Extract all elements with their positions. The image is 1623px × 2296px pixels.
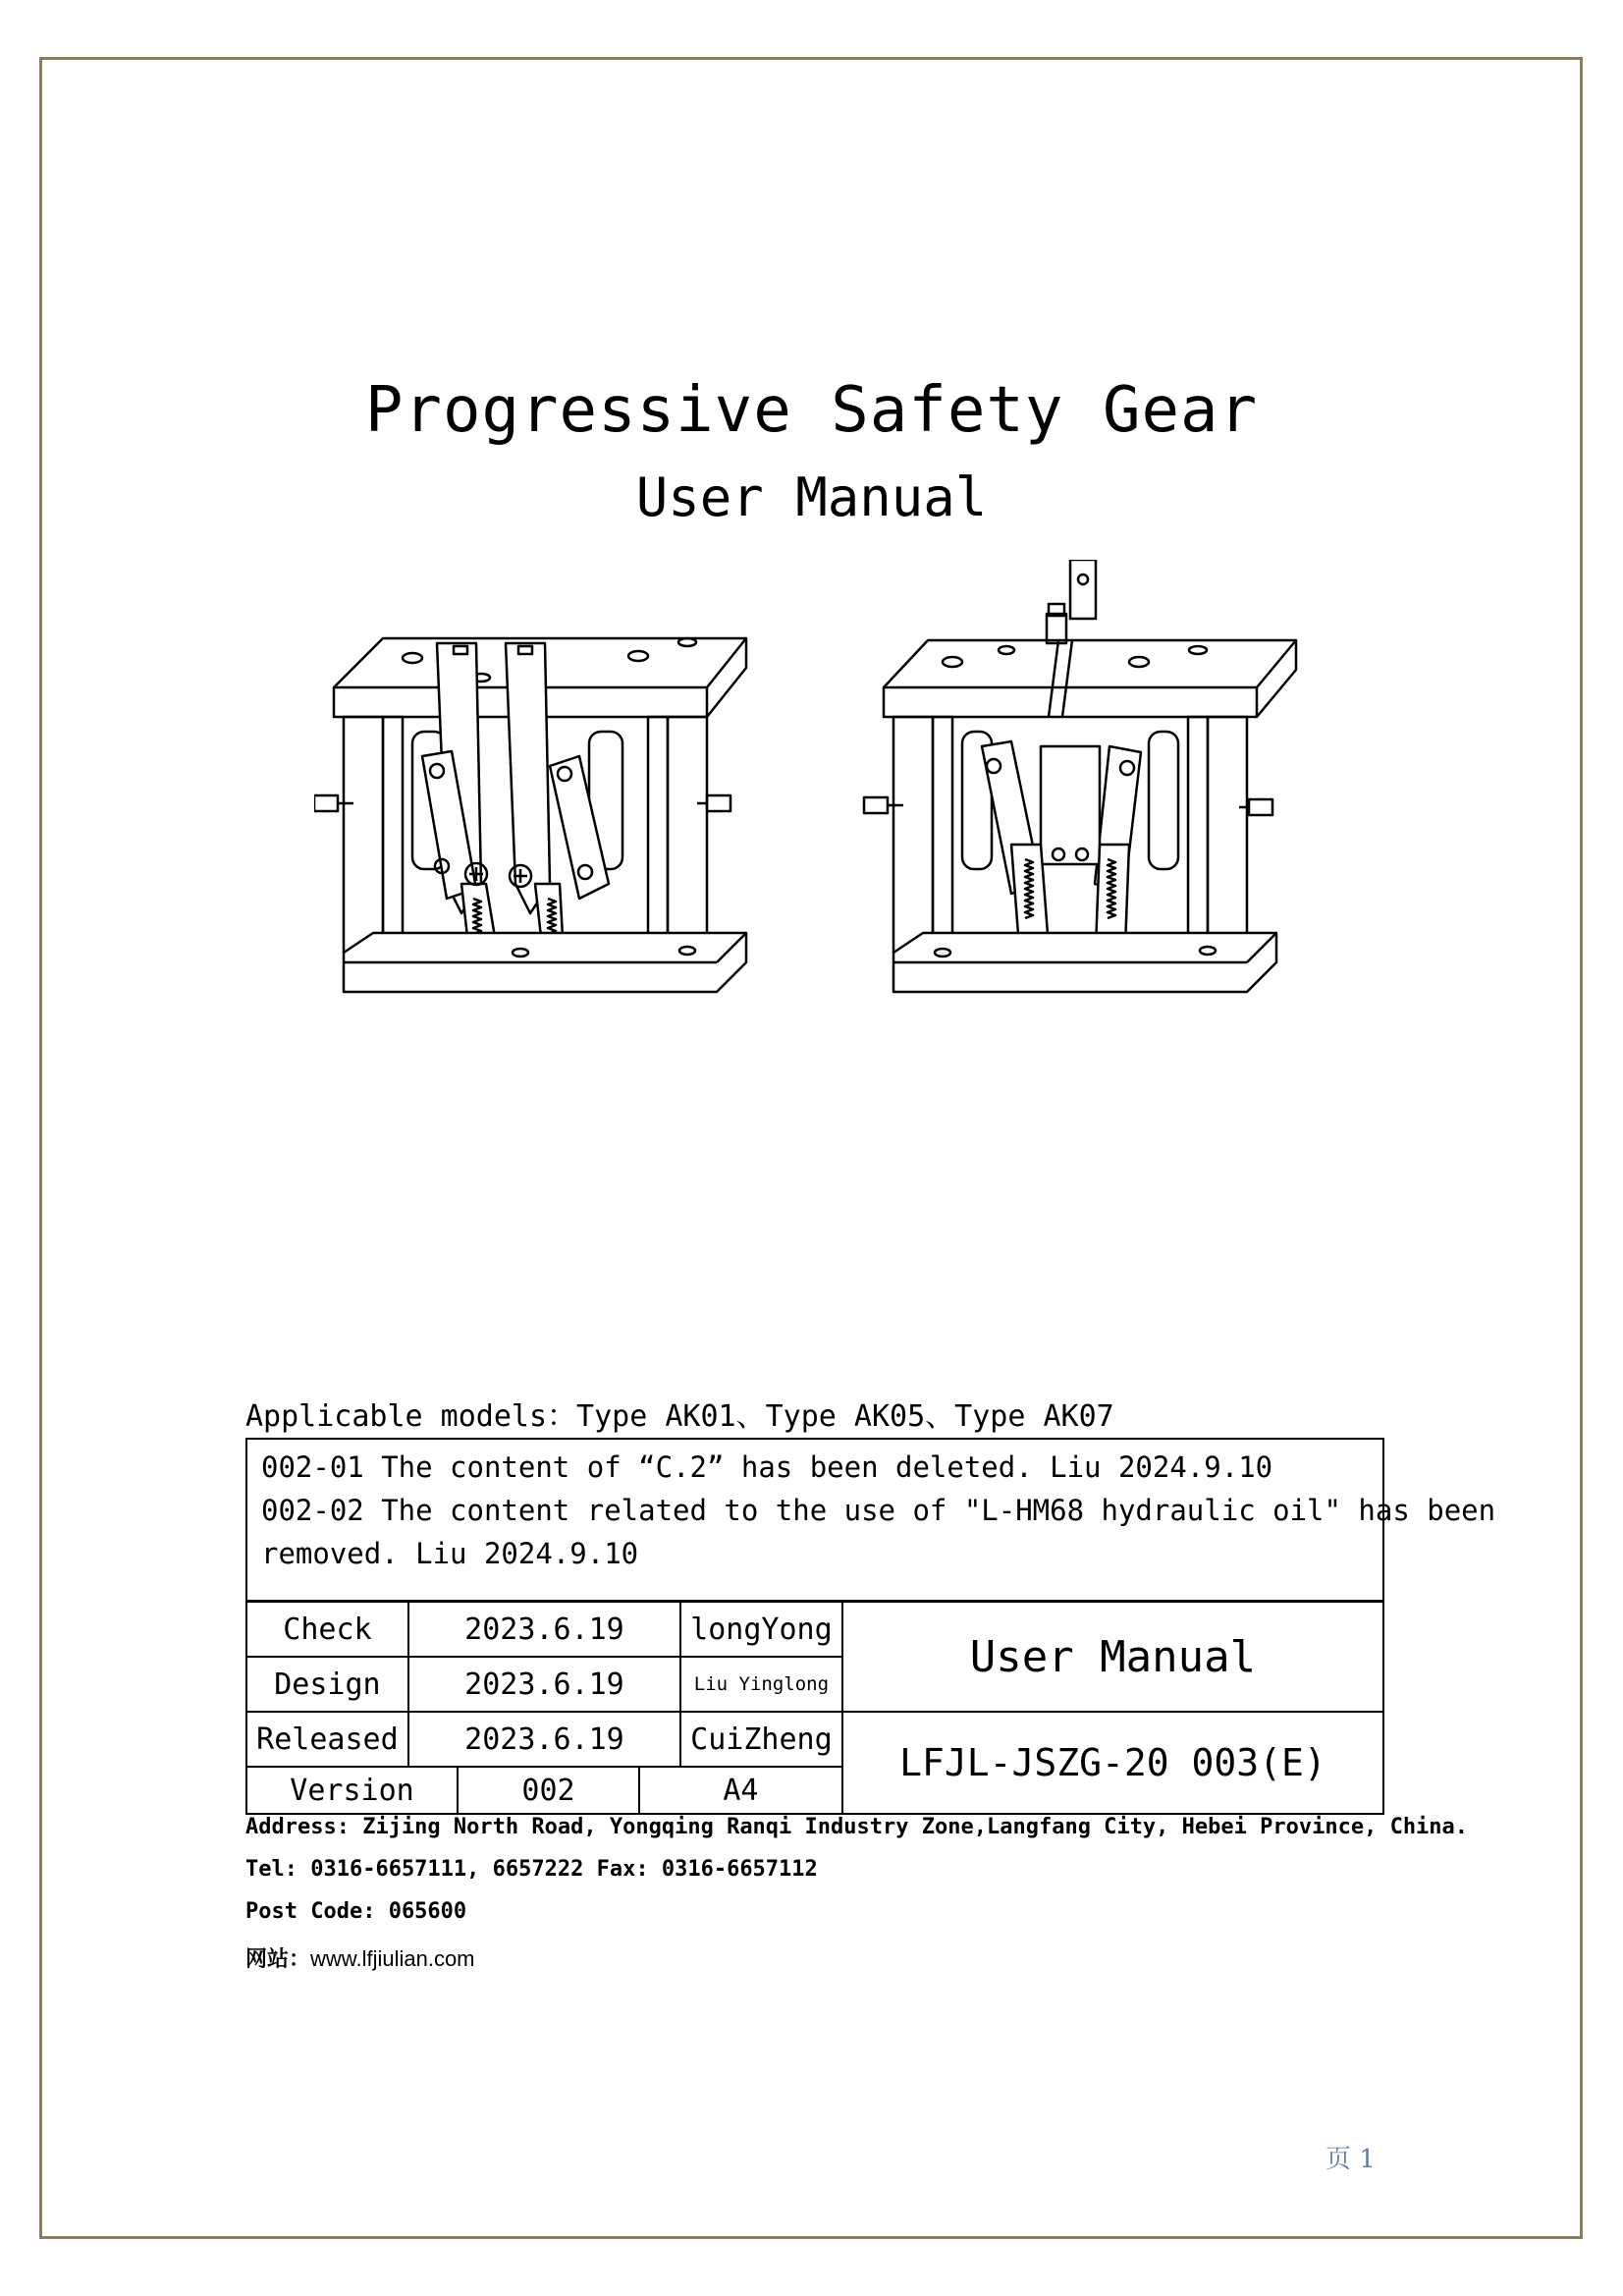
table-row	[246, 1602, 1383, 1657]
released-person: CuiZheng	[680, 1712, 842, 1767]
design-label: Design	[246, 1657, 408, 1712]
released-label: Released	[246, 1712, 408, 1767]
tel-fax-line: Tel: 0316-6657111, 6657222 Fax: 0316-6657112	[245, 1857, 818, 1882]
version-row	[246, 1767, 842, 1814]
title-block-table	[245, 1601, 1384, 1815]
applicable-models: Applicable models：Type AK01、Type AK05、Type AK07	[245, 1399, 1114, 1434]
address-line: Address: Zijing North Road, Yongqing Ranqi Industry Zone,Langfang City, Hebei Province, China.	[245, 1815, 1469, 1839]
version-label: Version	[247, 1768, 459, 1813]
revision-note: removed. Liu 2024.9.10	[261, 1537, 639, 1570]
check-date: 2023.6.19	[408, 1602, 680, 1657]
website-line	[245, 1942, 475, 1973]
doc-code-cell: LFJL-JSZG-20 003(E)	[842, 1712, 1383, 1814]
version-value: 002	[459, 1768, 640, 1813]
safety-gear-left-drawing	[314, 638, 746, 992]
revision-note: 002-02 The content related to the use of "L-HM68 hydraulic oil" has been	[261, 1494, 1496, 1527]
document-title: Progressive Safety Gear	[364, 374, 1259, 447]
revision-note: 002-01 The content of “C.2” has been deleted. Liu 2024.9.10	[261, 1450, 1273, 1484]
released-date: 2023.6.19	[408, 1712, 680, 1767]
design-date: 2023.6.19	[408, 1657, 680, 1712]
website-link[interactable]: www.lfjiulian.com	[310, 1946, 475, 1971]
safety-gear-right-drawing	[864, 560, 1296, 992]
page-number: 页 1	[1325, 2145, 1376, 2174]
table-row	[246, 1712, 1383, 1767]
safety-gear-illustration	[314, 560, 1316, 1002]
revision-notes	[245, 1438, 1496, 1602]
document-subtitle: User Manual	[635, 466, 988, 528]
design-person: Liu Yinglong	[680, 1657, 842, 1712]
doc-title-cell: User Manual	[842, 1602, 1383, 1712]
check-person: longYong	[680, 1602, 842, 1657]
website-label: 网站：	[245, 1947, 311, 1972]
post-code-line: Post Code: 065600	[245, 1899, 467, 1924]
check-label: Check	[246, 1602, 408, 1657]
paper-size: A4	[723, 1773, 759, 1808]
